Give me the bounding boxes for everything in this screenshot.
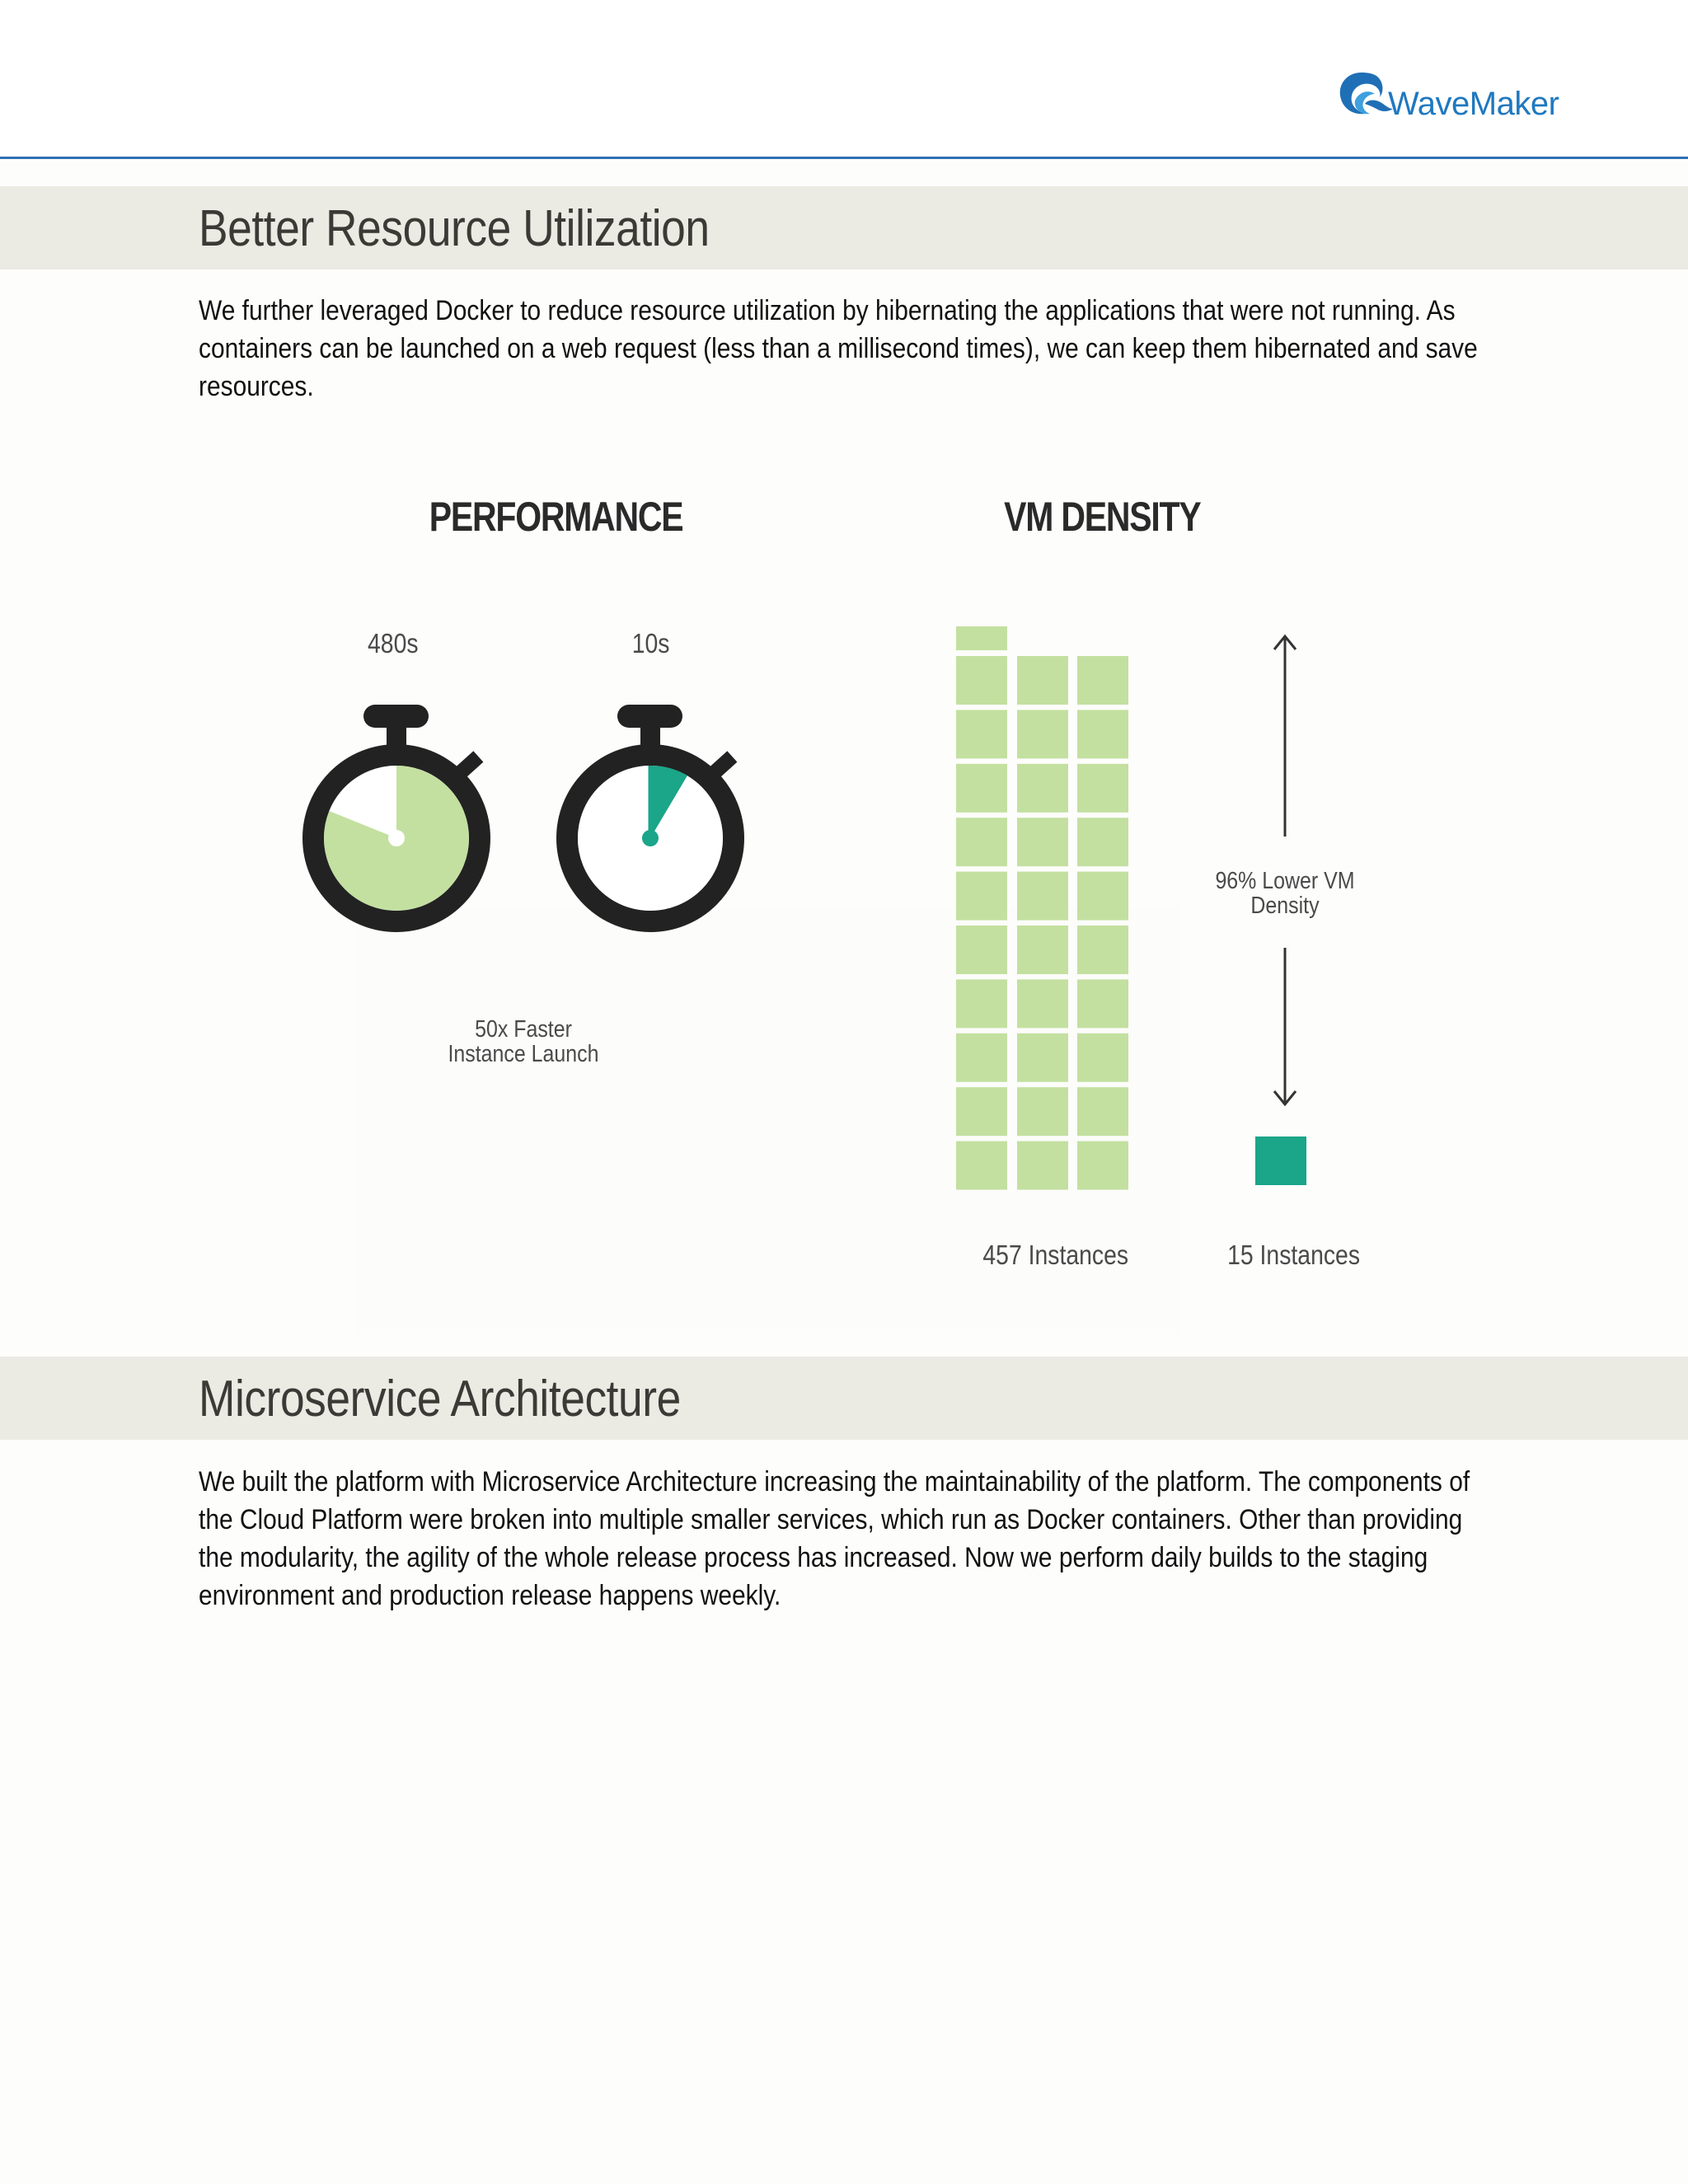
- vm-block: [956, 1141, 1007, 1190]
- vm-block: [1077, 1087, 1128, 1136]
- vm-block: [1077, 1141, 1128, 1190]
- section-title-resource: Better Resource Utilization: [199, 200, 710, 257]
- vm-block: [1077, 926, 1128, 974]
- vm-block: [1017, 656, 1068, 705]
- vm-grid-457: [956, 626, 1128, 1190]
- stopwatch-hub: [388, 830, 405, 846]
- annotation-line: 96% Lower VM: [1215, 868, 1355, 894]
- stopwatch-10s: [567, 705, 737, 921]
- vm-block: [956, 979, 1007, 1028]
- vm-block: [956, 1033, 1007, 1082]
- caption-line: Instance Launch: [448, 1041, 599, 1067]
- wave-logo-icon: [1337, 71, 1395, 120]
- stopwatch-480s: [313, 705, 483, 921]
- text-line: We built the platform with Microservice Architecture increasing the maintainability of the platform. The components of: [199, 1466, 1470, 1497]
- vm-block: [956, 872, 1007, 921]
- vm-block: [1017, 1141, 1068, 1190]
- wavemaker-logo: [1337, 71, 1584, 129]
- section-header-resource: [0, 186, 1688, 269]
- infographic-graphics: [0, 445, 1688, 1335]
- vm-block: [956, 656, 1007, 705]
- vm-block: [956, 926, 1007, 974]
- header-divider: [0, 157, 1688, 159]
- section-body-resource: [199, 292, 1501, 405]
- vm-block: [956, 1087, 1007, 1136]
- chart-title-performance: PERFORMANCE: [429, 494, 683, 540]
- text-line: environment and production release happens weekly.: [199, 1580, 781, 1611]
- vm-block-15: [1255, 1137, 1306, 1185]
- vm-block: [1077, 1033, 1128, 1082]
- density-annotation: [1212, 869, 1359, 918]
- vm-block: [1077, 710, 1128, 758]
- caption-line: 50x Faster: [475, 1016, 572, 1043]
- annotation-line: Density: [1250, 893, 1320, 919]
- vm-block: [1077, 979, 1128, 1028]
- vm-block: [1017, 710, 1068, 758]
- text-line: the Cloud Platform were broken into multiple smaller services, which run as Docker containers. Other than providing: [199, 1504, 1463, 1535]
- vm-block: [1017, 979, 1068, 1028]
- vm-block: [1017, 926, 1068, 974]
- vm-block: [1077, 818, 1128, 866]
- vm-block: [1077, 656, 1128, 705]
- section-title-microservice: Microservice Architecture: [199, 1371, 681, 1427]
- text-line: resources.: [199, 371, 314, 402]
- performance-caption: [442, 1017, 605, 1066]
- page-header: [0, 0, 1688, 157]
- section-body-microservice: [199, 1463, 1501, 1615]
- vm-block: [956, 710, 1007, 758]
- vm-block: [1017, 872, 1068, 921]
- vm-block: [956, 764, 1007, 813]
- text-line: We further leveraged Docker to reduce resource utilization by hibernating the applications that were not running. As: [199, 295, 1456, 326]
- vm-block: [1017, 1087, 1068, 1136]
- vm-block: [1077, 764, 1128, 813]
- text-line: containers can be launched on a web request (less than a millisecond times), we can keep them hibernated and save: [199, 333, 1478, 364]
- chart-title-vm-density: VM DENSITY: [1004, 494, 1201, 540]
- timer-label-480s: 480s: [368, 628, 419, 658]
- vm-block: [1017, 818, 1068, 866]
- vm-block: [1017, 764, 1068, 813]
- text-line: the modularity, the agility of the whole release process has increased. Now we perform daily builds to the staging: [199, 1542, 1428, 1573]
- instances-label-15: 15 Instances: [1227, 1240, 1361, 1270]
- vm-block: [1077, 872, 1128, 921]
- vm-block: [1017, 1033, 1068, 1082]
- infographic: [0, 445, 1688, 1335]
- vm-block-partial: [956, 626, 1007, 650]
- section-header-microservice: [0, 1357, 1688, 1440]
- vm-block: [956, 818, 1007, 866]
- timer-label-10s: 10s: [631, 628, 670, 658]
- stopwatch-hub: [642, 830, 659, 846]
- brand-name: WaveMaker: [1388, 86, 1559, 122]
- instances-label-457: 457 Instances: [982, 1240, 1129, 1270]
